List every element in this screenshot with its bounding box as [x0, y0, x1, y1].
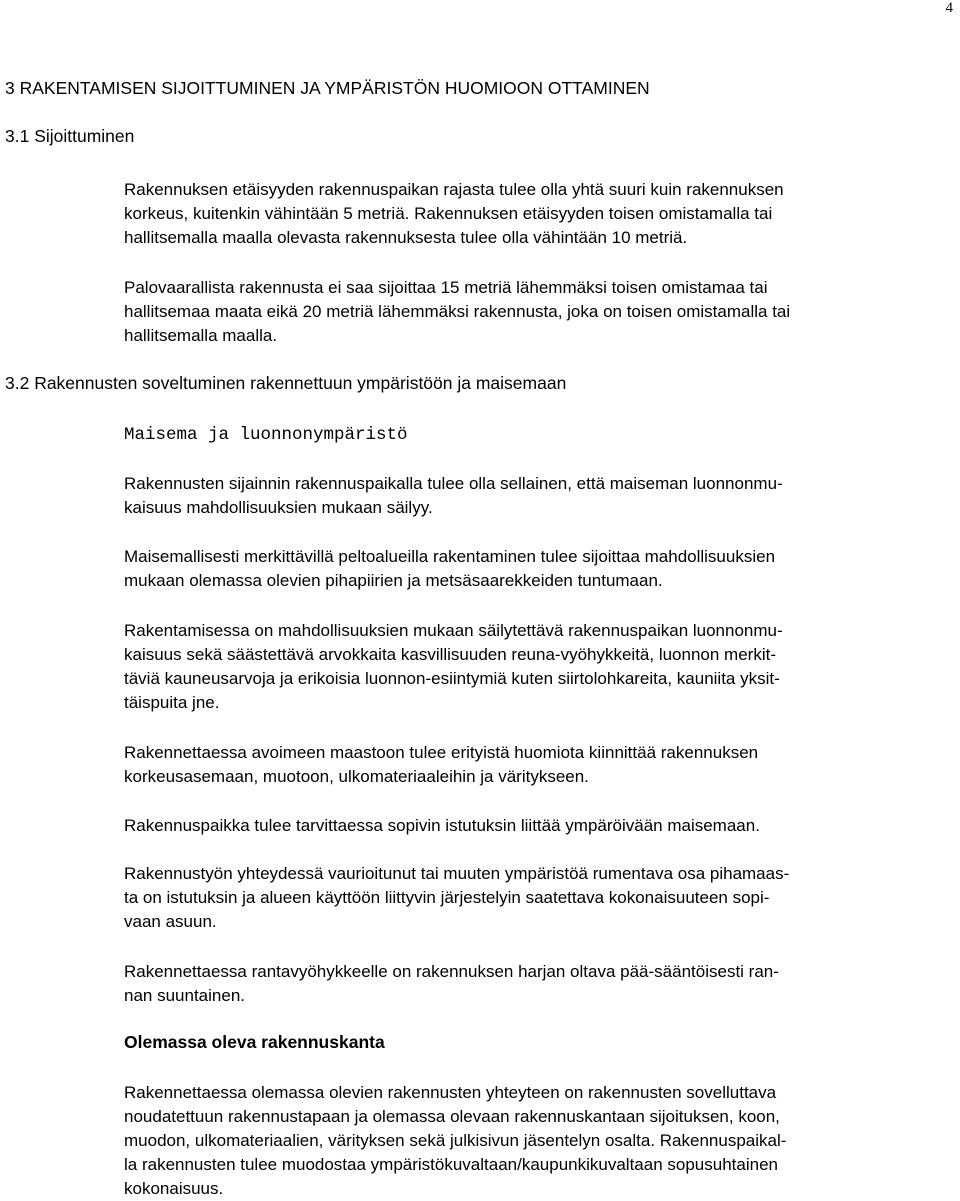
section-3-2-heading: 3.2 Rakennusten soveltuminen rakennettuun ympäristöön ja maisemaan	[5, 373, 567, 393]
paragraph: Palovaarallista rakennusta ei saa sijoittaa 15 metriä lähemmäksi toisen omistamaa tai hallitsemaa maata eikä 20 metriä lähemmäksi rakennusta, joka on toisen omistamalla tai hallitsemalla maalla.	[124, 278, 791, 345]
paragraph: Maisemallisesti merkittävillä peltoalueilla rakentaminen tulee sijoittaa mahdollisuuksien mukaan olemassa olevien pihapiirien ja metsäsaarekkeiden tuntumaan.	[124, 547, 776, 590]
paragraph: Rakennettaessa avoimeen maastoon tulee erityistä huomiota kiinnittää rakennuksen korkeusasemaan, muotoon, ulkomateriaaleihin ja väritykseen.	[124, 743, 759, 786]
paragraph: Rakennusten sijainnin rakennuspaikalla tulee olla sellainen, että maiseman luonnonmu- kaisuus mahdollisuuksien mukaan säilyy.	[124, 474, 783, 517]
paragraph: Rakennuspaikka tulee tarvittaessa sopivin istutuksin liittää ympäröivään maisemaan.	[124, 816, 760, 835]
page-number: 4	[945, 0, 953, 16]
paragraph: Rakennustyön yhteydessä vaurioitunut tai muuten ympäristöä rumentava osa pihamaas- ta on istutuksin ja alueen käyttöön liittyvin järjestelyin saatettava kokonaisuuteen sopi- vaan asuun.	[124, 864, 790, 931]
paragraph: Rakennuksen etäisyyden rakennuspaikan rajasta tulee olla yhtä suuri kuin rakennuksen korkeus, kuitenkin vähintään 5 metriä. Rakennuksen etäisyyden toisen omistamalla tai hallitsemalla maalla olevasta rakennuksesta tulee olla vähintään 10 metriä.	[124, 180, 784, 247]
paragraph: Rakentamisessa on mahdollisuuksien mukaan säilytettävä rakennuspaikan luonnonmu- kaisuus sekä säästettävä arvokkaita kasvillisuuden reuna-vyöhykkeitä, luonnon merkit- täviä kauneusarvoja ja erikoisia luonnon-esiintymiä kuten siirtolohkareita, kauniita yksit- täispuita jne.	[124, 621, 783, 712]
subsection-heading-building-stock: Olemassa oleva rakennuskanta	[124, 1032, 385, 1052]
section-3-1-heading: 3.1 Sijoittuminen	[5, 126, 135, 146]
chapter-heading: 3 RAKENTAMISEN SIJOITTUMINEN JA YMPÄRISTÖN HUOMIOON OTTAMINEN	[5, 78, 650, 98]
subsection-heading-landscape: Maisema ja luonnonympäristö	[124, 425, 408, 445]
paragraph: Rakennettaessa rantavyöhykkeelle on rakennuksen harjan oltava pää-sääntöisesti ran- nan suuntainen.	[124, 962, 779, 1005]
paragraph: Rakennettaessa olemassa olevien rakennusten yhteyteen on rakennusten sovelluttava noudatettuun rakennustapaan ja olemassa olevaan rakennuskantaan sijoituksen, koon, muodon, ulkomateriaalien, värityksen sekä julkisivun jäsentelyn osalta. Rakennuspaikal- la rakennusten tulee muodostaa ympäristökuvaltaan/kaupunkikuvaltaan sopusuhtainen kokonaisuus.	[124, 1083, 787, 1198]
